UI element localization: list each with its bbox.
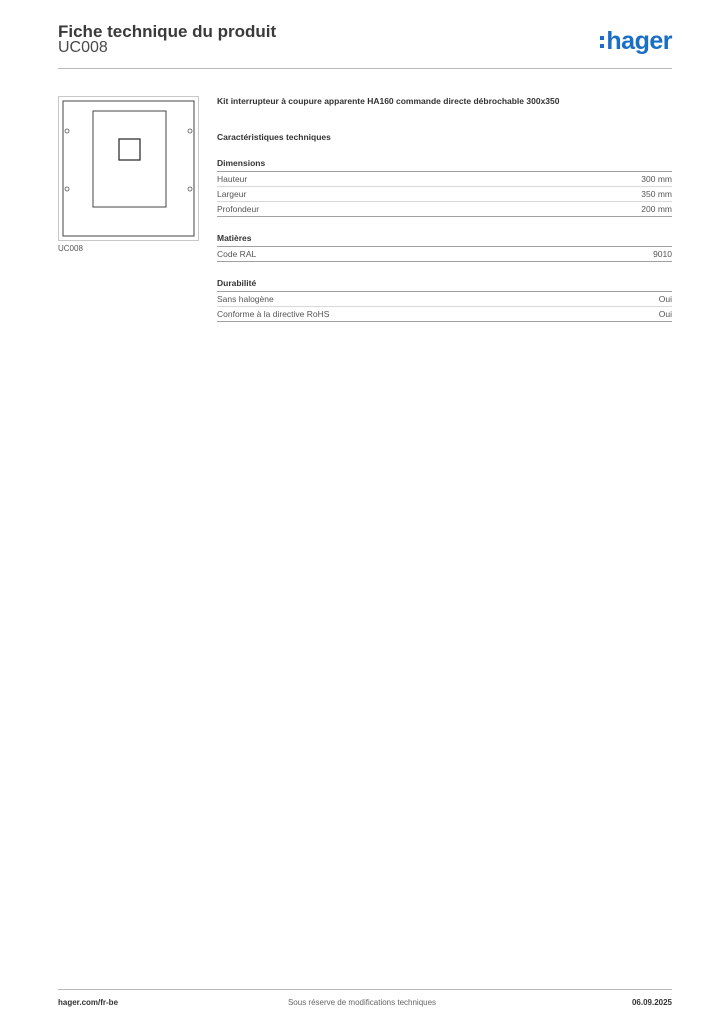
spec-value: 200 mm (641, 204, 672, 214)
spec-value: 9010 (653, 249, 672, 259)
spec-value: Oui (658, 294, 672, 304)
footer-notice: Sous réserve de modifications techniques (287, 998, 437, 1007)
spec-value: Oui (658, 309, 672, 319)
group-title: Matières (217, 233, 672, 247)
brand-logo (600, 27, 672, 56)
spec-group-dimensions (217, 158, 672, 217)
product-code: UC008 (58, 39, 108, 56)
specs-heading: Caractéristiques techniques (217, 132, 331, 142)
spec-value: 300 mm (641, 174, 672, 184)
product-image (58, 96, 199, 241)
spec-label: Code RAL (217, 249, 257, 259)
spec-label: Hauteur (217, 174, 248, 184)
spec-row (217, 172, 672, 187)
spec-label: Largeur (217, 189, 247, 199)
header-divider (58, 68, 672, 69)
group-title: Durabilité (217, 278, 672, 292)
page-title: Fiche technique du produit (58, 22, 277, 41)
spec-value: 350 mm (641, 189, 672, 199)
spec-content (217, 96, 672, 322)
spec-row (217, 202, 672, 217)
spec-group-durability (217, 278, 672, 322)
footer-website: hager.com/fr-be (58, 998, 119, 1007)
product-description: Kit interrupteur à coupure apparente HA160 commande directe débrochable 300x350 (217, 96, 560, 106)
spec-label: Sans halogène (217, 294, 274, 304)
logo-text: hager (606, 27, 672, 55)
spec-row (217, 187, 672, 202)
image-caption: UC008 (58, 244, 83, 253)
spec-group-materials (217, 233, 672, 262)
logo-dots-icon (600, 36, 604, 48)
footer-date: 06.09.2025 (631, 998, 672, 1007)
spec-row (217, 247, 672, 262)
spec-label: Profondeur (217, 204, 260, 214)
spec-row (217, 292, 672, 307)
spec-row (217, 307, 672, 322)
group-title: Dimensions (217, 158, 672, 172)
spec-label: Conforme à la directive RoHS (217, 309, 330, 319)
footer-divider (58, 989, 672, 990)
